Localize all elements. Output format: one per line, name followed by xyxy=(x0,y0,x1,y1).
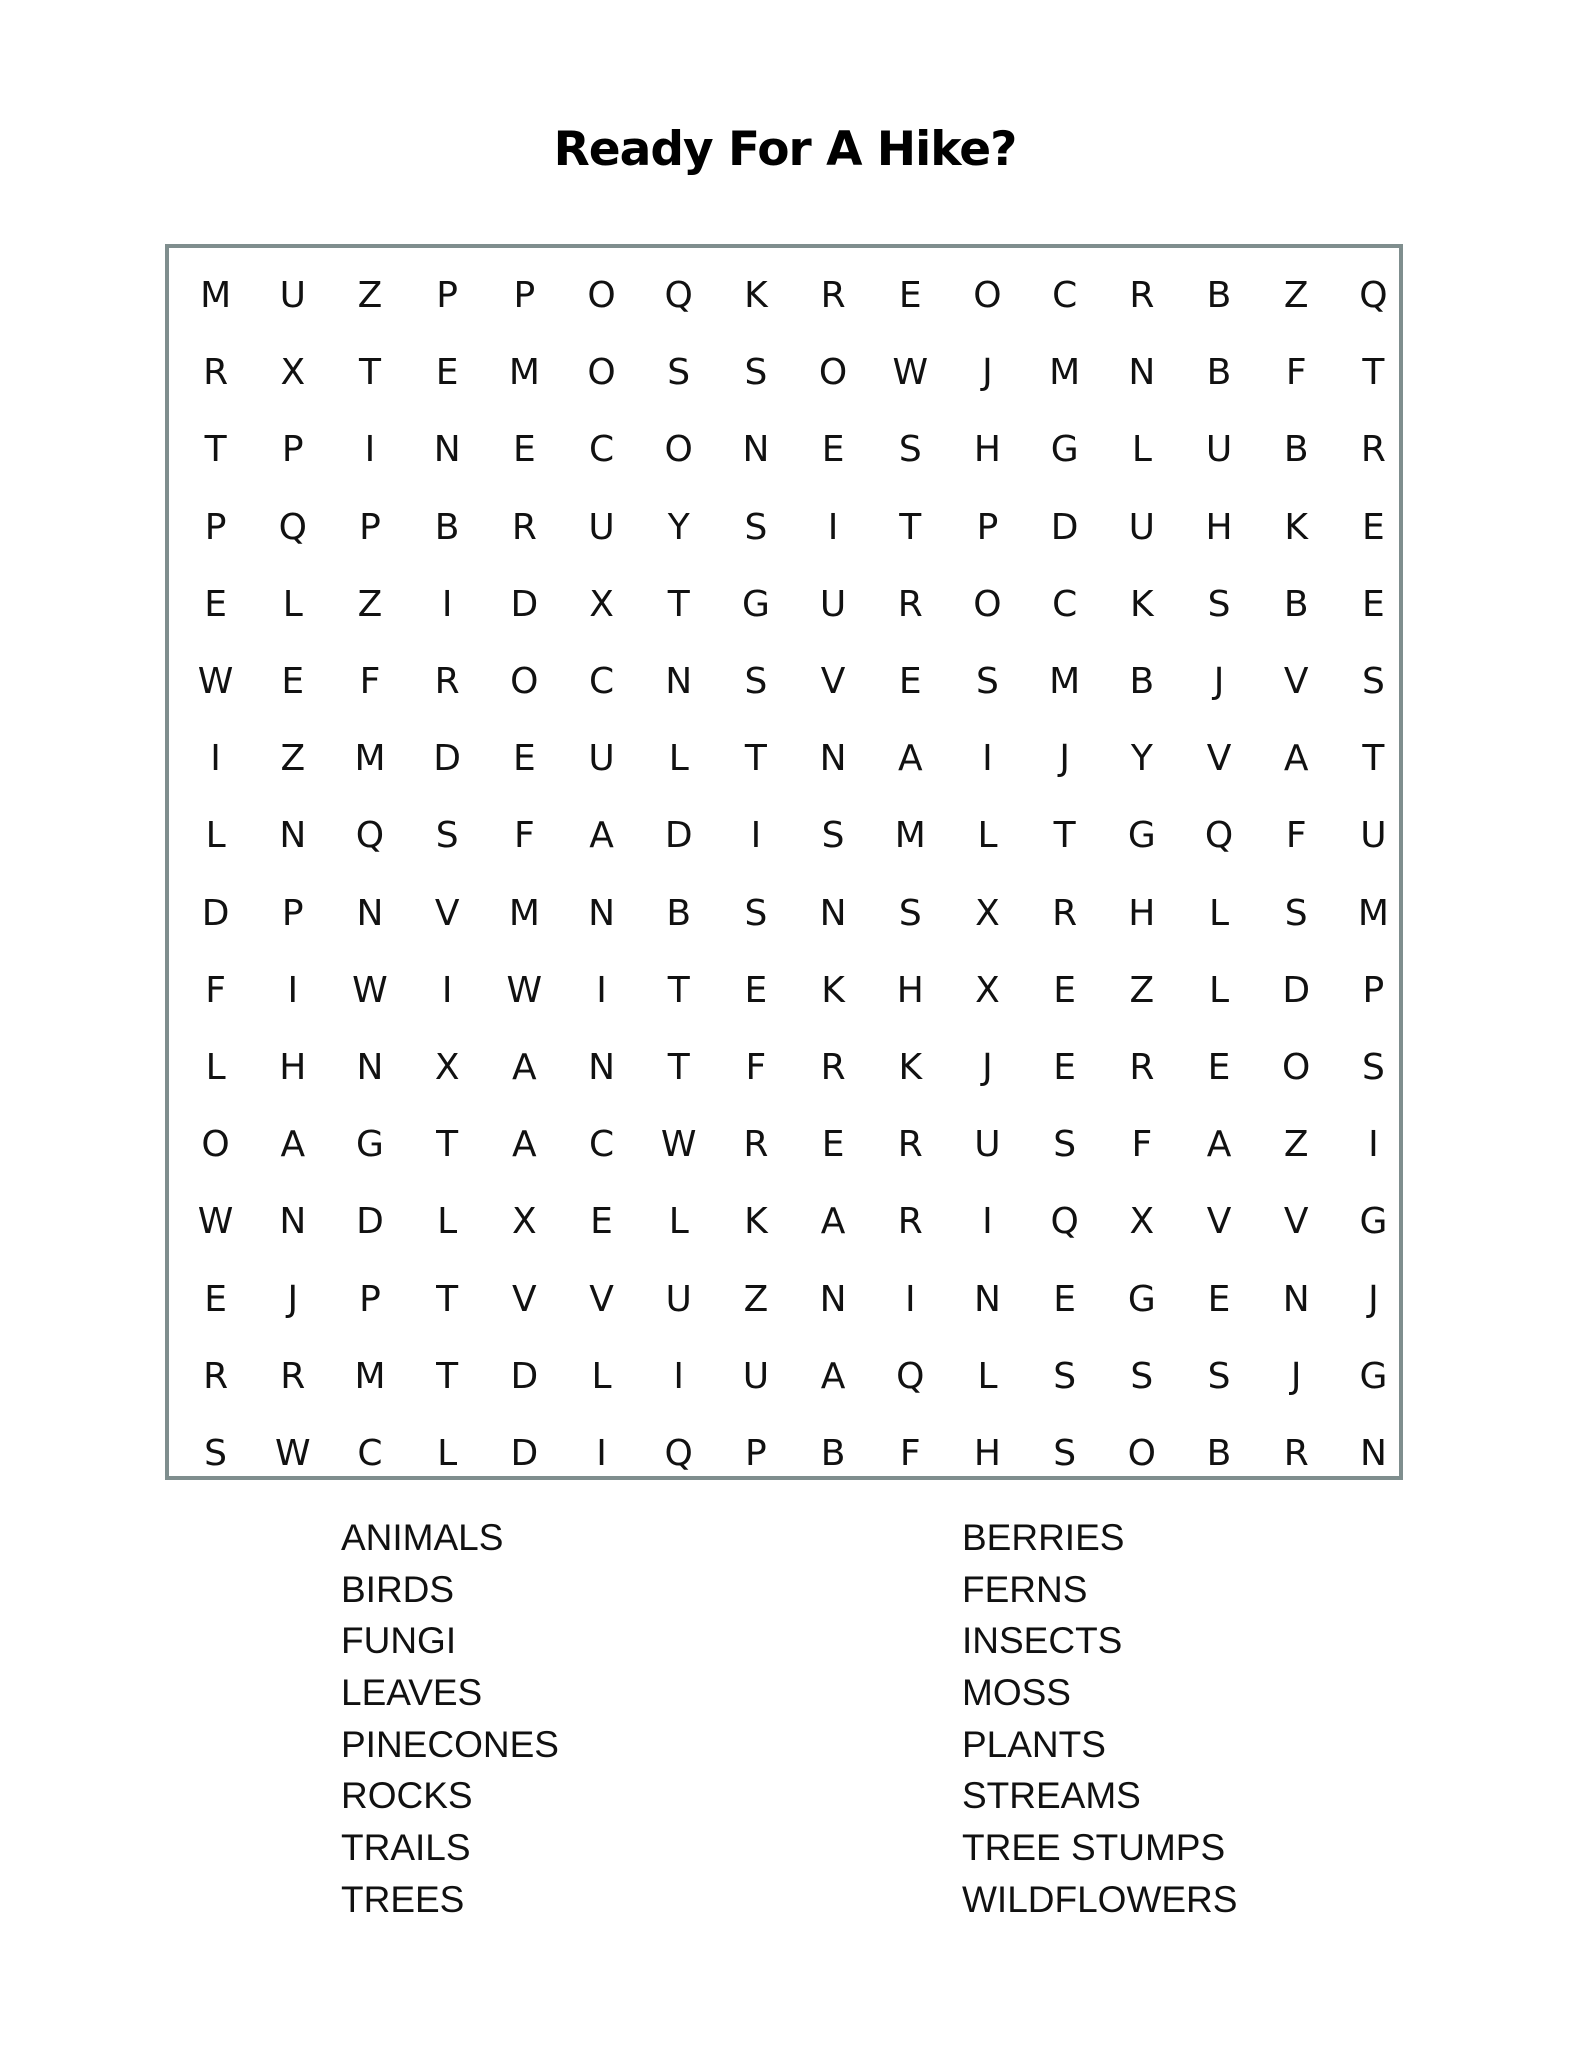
grid-letter[interactable]: T xyxy=(744,738,767,780)
grid-letter[interactable]: F xyxy=(359,661,381,703)
word-list-item: PINECONES xyxy=(341,1723,559,1765)
word-list-item: STREAMS xyxy=(962,1775,1141,1817)
grid-letter[interactable]: N xyxy=(1128,352,1156,394)
grid-letter[interactable]: V xyxy=(512,1278,537,1320)
grid-letter[interactable]: F xyxy=(745,1046,767,1088)
grid-letter[interactable]: A xyxy=(512,1124,537,1166)
grid-letter[interactable]: R xyxy=(743,1124,769,1166)
grid-letter[interactable]: S xyxy=(744,506,768,548)
grid-letter[interactable]: J xyxy=(1059,738,1070,780)
grid-letter[interactable]: B xyxy=(820,1432,846,1474)
word-list-item: TREE STUMPS xyxy=(962,1827,1226,1869)
grid-letter[interactable]: E xyxy=(512,429,536,471)
grid-letter[interactable]: L xyxy=(668,1201,689,1243)
grid-letter[interactable]: U xyxy=(588,738,615,780)
grid-letter[interactable]: V xyxy=(1283,1201,1309,1243)
grid-letter[interactable]: I xyxy=(596,1432,607,1474)
grid-letter[interactable]: N xyxy=(356,1046,384,1088)
grid-letter[interactable]: G xyxy=(1050,429,1079,471)
grid-letter[interactable]: P xyxy=(359,506,381,548)
grid-letter[interactable]: R xyxy=(511,506,537,548)
grid-letter[interactable]: T xyxy=(436,1278,459,1320)
grid-letter[interactable]: E xyxy=(1207,1278,1231,1320)
grid-letter[interactable]: F xyxy=(1131,1124,1153,1166)
word-list-item: FERNS xyxy=(962,1568,1088,1610)
grid-letter[interactable]: B xyxy=(1129,661,1155,703)
grid-letter[interactable]: I xyxy=(287,969,299,1011)
grid-letter[interactable]: R xyxy=(1283,1432,1309,1474)
grid-letter[interactable]: M xyxy=(508,352,540,394)
grid-letter[interactable]: D xyxy=(201,892,230,934)
grid-letter[interactable]: E xyxy=(1362,583,1385,625)
word-search-grid-frame xyxy=(165,244,1403,1480)
grid-letter[interactable]: L xyxy=(205,815,226,857)
grid-letter[interactable]: N xyxy=(819,892,847,934)
grid-letter[interactable]: E xyxy=(1362,506,1385,548)
grid-letter[interactable]: V xyxy=(1206,738,1232,780)
grid-letter[interactable]: K xyxy=(1130,583,1154,625)
grid-letter[interactable]: E xyxy=(1053,1046,1077,1088)
grid-letter[interactable]: O xyxy=(201,1124,230,1166)
grid-letter[interactable]: D xyxy=(356,1201,384,1243)
grid-letter[interactable]: N xyxy=(356,892,384,934)
grid-letter[interactable]: W xyxy=(197,1201,234,1243)
grid-letter[interactable]: L xyxy=(205,1046,226,1088)
grid-letter[interactable]: R xyxy=(203,352,229,394)
grid-letter[interactable]: S xyxy=(744,661,768,703)
grid-letter[interactable]: B xyxy=(1206,1432,1232,1474)
grid-letter[interactable]: G xyxy=(741,583,770,625)
grid-letter[interactable]: A xyxy=(820,1201,846,1243)
grid-letter[interactable]: A xyxy=(897,738,923,780)
grid-letter[interactable]: O xyxy=(664,429,693,471)
grid-letter[interactable]: P xyxy=(281,892,304,934)
grid-letter[interactable]: E xyxy=(1053,1278,1077,1320)
grid-letter[interactable]: O xyxy=(1127,1432,1157,1474)
word-list-item: LEAVES xyxy=(341,1672,483,1714)
grid-letter[interactable]: N xyxy=(742,429,770,471)
grid-letter[interactable]: M xyxy=(200,275,232,317)
grid-letter[interactable]: N xyxy=(433,429,461,471)
grid-letter[interactable]: Q xyxy=(896,1355,925,1397)
word-list-item: PLANTS xyxy=(962,1723,1106,1765)
grid-letter[interactable]: L xyxy=(1131,429,1152,471)
grid-letter[interactable]: G xyxy=(356,1124,384,1166)
grid-letter[interactable]: N xyxy=(588,892,615,934)
grid-letter[interactable]: C xyxy=(588,661,615,703)
grid-letter[interactable]: D xyxy=(1050,506,1079,548)
grid-letter[interactable]: H xyxy=(973,429,1001,471)
grid-letter[interactable]: Q xyxy=(1050,1201,1079,1243)
grid-letter[interactable]: D xyxy=(433,738,462,780)
grid-letter[interactable]: E xyxy=(1207,1046,1231,1088)
grid-letter[interactable]: B xyxy=(434,506,460,548)
word-list-item: ROCKS xyxy=(341,1775,473,1817)
grid-letter[interactable]: B xyxy=(1283,429,1309,471)
grid-letter[interactable]: R xyxy=(1360,429,1386,471)
grid-letter[interactable]: V xyxy=(820,661,846,703)
grid-letter[interactable]: M xyxy=(508,892,540,934)
grid-letter[interactable]: H xyxy=(279,1046,307,1088)
grid-letter[interactable]: S xyxy=(1207,1355,1231,1397)
grid-letter[interactable]: S xyxy=(898,429,922,471)
grid-letter[interactable]: X xyxy=(975,892,1000,934)
grid-letter[interactable]: L xyxy=(282,583,303,625)
grid-letter[interactable]: I xyxy=(673,1355,685,1397)
grid-letter[interactable]: T xyxy=(1362,738,1385,780)
grid-letter[interactable]: N xyxy=(819,738,847,780)
grid-letter[interactable]: H xyxy=(1128,892,1156,934)
grid-letter[interactable]: J xyxy=(1290,1355,1302,1397)
grid-letter[interactable]: U xyxy=(1128,506,1156,548)
word-list-item: BERRIES xyxy=(962,1517,1125,1558)
grid-letter[interactable]: M xyxy=(1049,661,1081,703)
grid-letter[interactable]: W xyxy=(197,661,234,703)
grid-letter[interactable]: V xyxy=(434,892,460,934)
grid-letter[interactable]: A xyxy=(1283,738,1309,780)
grid-letter[interactable]: M xyxy=(354,1355,386,1397)
grid-letter[interactable]: E xyxy=(1053,969,1077,1011)
grid-letter[interactable]: T xyxy=(358,352,381,394)
grid-letter[interactable]: A xyxy=(280,1124,306,1166)
grid-letter[interactable]: J xyxy=(1368,1278,1379,1320)
grid-letter[interactable]: P xyxy=(1362,969,1385,1011)
grid-letter[interactable]: D xyxy=(510,583,539,625)
grid-letter[interactable]: S xyxy=(667,352,691,394)
grid-letter[interactable]: T xyxy=(899,506,922,548)
word-list-item: WILDFLOWERS xyxy=(962,1878,1238,1920)
grid-letter[interactable]: J xyxy=(982,352,993,394)
grid-letter[interactable]: M xyxy=(354,738,386,780)
grid-letter[interactable]: J xyxy=(287,1278,299,1320)
grid-letter[interactable]: L xyxy=(668,738,689,780)
grid-letter[interactable]: T xyxy=(204,429,227,471)
grid-letter[interactable]: S xyxy=(1361,661,1385,703)
grid-letter[interactable]: G xyxy=(1359,1355,1388,1397)
grid-letter[interactable]: Q xyxy=(1359,275,1388,317)
grid-letter[interactable]: W xyxy=(274,1432,311,1474)
grid-letter[interactable]: F xyxy=(513,815,535,857)
grid-letter[interactable]: N xyxy=(1359,1432,1387,1474)
grid-letter[interactable]: M xyxy=(1357,892,1389,934)
grid-letter[interactable]: Q xyxy=(355,815,385,857)
grid-letter[interactable]: Z xyxy=(1283,275,1309,317)
grid-letter[interactable]: Y xyxy=(667,506,690,548)
grid-letter[interactable]: N xyxy=(279,815,307,857)
grid-letter[interactable]: F xyxy=(205,969,226,1011)
grid-letter[interactable]: F xyxy=(899,1432,921,1474)
grid-letter[interactable]: O xyxy=(818,352,848,394)
grid-letter[interactable]: S xyxy=(204,1432,228,1474)
grid-letter[interactable]: S xyxy=(1053,1355,1077,1397)
grid-letter[interactable]: P xyxy=(436,275,459,317)
grid-letter[interactable]: S xyxy=(1130,1355,1154,1397)
grid-letter[interactable]: H xyxy=(973,1432,1001,1474)
grid-letter[interactable]: X xyxy=(589,583,614,625)
grid-letter[interactable]: R xyxy=(897,583,923,625)
grid-letter[interactable]: U xyxy=(279,275,306,317)
grid-letter[interactable]: N xyxy=(588,1046,615,1088)
grid-letter[interactable]: Z xyxy=(280,738,306,780)
grid-letter[interactable]: E xyxy=(512,738,536,780)
grid-letter[interactable]: E xyxy=(204,1278,227,1320)
grid-letter[interactable]: F xyxy=(1285,815,1307,857)
grid-letter[interactable]: E xyxy=(821,1124,845,1166)
grid-letter[interactable]: Q xyxy=(278,506,307,548)
grid-letter[interactable]: A xyxy=(1206,1124,1232,1166)
grid-letter[interactable]: T xyxy=(436,1124,459,1166)
grid-letter[interactable]: S xyxy=(1284,892,1308,934)
grid-letter[interactable]: W xyxy=(506,969,543,1011)
grid-letter[interactable]: X xyxy=(1129,1201,1155,1243)
grid-letter[interactable]: G xyxy=(1127,1278,1156,1320)
grid-letter[interactable]: S xyxy=(1361,1046,1385,1088)
grid-letter[interactable]: I xyxy=(210,738,221,780)
grid-letter[interactable]: I xyxy=(982,738,993,780)
grid-letter[interactable]: I xyxy=(364,429,376,471)
grid-letter[interactable]: B xyxy=(1283,583,1309,625)
grid-letter[interactable]: R xyxy=(820,275,846,317)
grid-letter[interactable]: O xyxy=(587,352,616,394)
grid-letter[interactable]: E xyxy=(590,1201,613,1243)
grid-letter[interactable]: T xyxy=(436,1355,459,1397)
grid-letter[interactable]: M xyxy=(1049,352,1081,394)
word-list-left xyxy=(341,1512,559,1926)
grid-letter[interactable]: V xyxy=(1283,661,1309,703)
grid-letter[interactable]: A xyxy=(512,1046,537,1088)
grid-letter[interactable]: G xyxy=(1359,1201,1388,1243)
grid-letter[interactable]: Z xyxy=(357,583,383,625)
grid-letter[interactable]: L xyxy=(437,1201,458,1243)
grid-letter[interactable]: L xyxy=(977,815,998,857)
grid-letter[interactable]: R xyxy=(820,1046,846,1088)
grid-letter[interactable]: M xyxy=(894,815,926,857)
grid-letter[interactable]: D xyxy=(1282,969,1311,1011)
grid-letter[interactable]: U xyxy=(819,583,847,625)
grid-letter[interactable]: B xyxy=(666,892,692,934)
grid-letter[interactable]: S xyxy=(435,815,459,857)
word-list-item: INSECTS xyxy=(962,1620,1123,1662)
grid-letter[interactable]: P xyxy=(204,506,227,548)
grid-letter[interactable]: R xyxy=(203,1355,229,1397)
grid-letter[interactable]: U xyxy=(665,1278,692,1320)
word-list-item: ANIMALS xyxy=(341,1517,504,1558)
grid-letter[interactable]: N xyxy=(665,661,693,703)
grid-letter[interactable]: R xyxy=(897,1201,923,1243)
grid-letter[interactable]: Q xyxy=(664,275,693,317)
grid-letter[interactable]: T xyxy=(667,1046,690,1088)
grid-letter[interactable]: D xyxy=(510,1432,539,1474)
grid-letter[interactable]: S xyxy=(1053,1432,1077,1474)
grid-letter[interactable]: L xyxy=(1209,969,1230,1011)
grid-letter[interactable]: C xyxy=(357,1432,383,1474)
grid-letter[interactable]: L xyxy=(977,1355,998,1397)
grid-letter[interactable]: O xyxy=(587,275,616,317)
grid-letter[interactable]: A xyxy=(589,815,614,857)
grid-letter[interactable]: Z xyxy=(1283,1124,1309,1166)
grid-letter[interactable]: R xyxy=(897,1124,923,1166)
grid-letter[interactable]: T xyxy=(667,969,690,1011)
grid-letter[interactable]: I xyxy=(441,969,453,1011)
grid-letter[interactable]: V xyxy=(1206,1201,1232,1243)
grid-letter[interactable]: C xyxy=(1052,583,1078,625)
grid-letter[interactable]: N xyxy=(974,1278,1001,1320)
grid-letter[interactable]: H xyxy=(896,969,924,1011)
word-list-item: FUNGI xyxy=(341,1620,457,1662)
grid-letter[interactable]: Q xyxy=(664,1432,693,1474)
grid-letter[interactable]: S xyxy=(744,892,768,934)
grid-letter[interactable]: S xyxy=(898,892,922,934)
grid-letter[interactable]: H xyxy=(1205,506,1233,548)
grid-letter[interactable]: E xyxy=(204,583,227,625)
grid-letter[interactable]: N xyxy=(279,1201,307,1243)
grid-letter[interactable]: E xyxy=(821,429,845,471)
grid-letter[interactable]: X xyxy=(280,352,306,394)
grid-letter[interactable]: N xyxy=(819,1278,847,1320)
grid-letter[interactable]: X xyxy=(975,969,1000,1011)
grid-letter[interactable]: W xyxy=(352,969,388,1011)
grid-letter[interactable]: O xyxy=(510,661,539,703)
grid-letter[interactable]: C xyxy=(588,1124,615,1166)
grid-letter[interactable]: E xyxy=(744,969,768,1011)
grid-letter[interactable]: O xyxy=(973,275,1002,317)
grid-letter[interactable]: S xyxy=(1053,1124,1077,1166)
grid-letter[interactable]: I xyxy=(596,969,607,1011)
grid-letter[interactable]: S xyxy=(744,352,768,394)
grid-letter[interactable]: I xyxy=(827,506,839,548)
grid-letter[interactable]: I xyxy=(441,583,453,625)
grid-letter[interactable]: L xyxy=(437,1432,458,1474)
grid-letter[interactable]: S xyxy=(1207,583,1231,625)
grid-letter[interactable]: J xyxy=(1213,661,1225,703)
grid-letter[interactable]: L xyxy=(591,1355,612,1397)
grid-letter[interactable]: E xyxy=(898,275,922,317)
grid-letter[interactable]: Z xyxy=(743,1278,769,1320)
grid-letter[interactable]: B xyxy=(1206,352,1232,394)
grid-letter[interactable]: R xyxy=(434,661,460,703)
grid-letter[interactable]: R xyxy=(1129,275,1155,317)
grid-letter[interactable]: Q xyxy=(1204,815,1234,857)
grid-letter[interactable]: X xyxy=(512,1201,537,1243)
grid-letter[interactable]: P xyxy=(513,275,536,317)
grid-letter[interactable]: P xyxy=(745,1432,767,1474)
grid-letter[interactable]: G xyxy=(1127,815,1156,857)
word-list-item: TRAILS xyxy=(341,1827,471,1869)
grid-letter[interactable]: P xyxy=(976,506,999,548)
grid-letter[interactable]: E xyxy=(898,661,922,703)
grid-letter[interactable]: K xyxy=(744,1201,768,1243)
grid-letter[interactable]: P xyxy=(281,429,304,471)
grid-letter[interactable]: W xyxy=(660,1124,697,1166)
puzzle-title: Ready For A Hike? xyxy=(553,122,1017,177)
grid-letter[interactable]: I xyxy=(750,815,762,857)
grid-letter[interactable]: F xyxy=(1285,352,1307,394)
grid-letter[interactable]: V xyxy=(589,1278,614,1320)
grid-letter[interactable]: X xyxy=(434,1046,460,1088)
grid-letter[interactable]: T xyxy=(667,583,690,625)
grid-letter[interactable]: S xyxy=(821,815,845,857)
word-search-grid[interactable] xyxy=(177,257,1407,1482)
grid-letter[interactable]: N xyxy=(1282,1278,1310,1320)
grid-letter[interactable]: U xyxy=(974,1124,1001,1166)
grid-letter[interactable]: U xyxy=(1205,429,1233,471)
word-list-right xyxy=(962,1512,1237,1926)
grid-letter[interactable]: W xyxy=(892,352,929,394)
grid-letter[interactable]: I xyxy=(904,1278,916,1320)
grid-letter[interactable]: K xyxy=(744,275,768,317)
grid-letter[interactable]: A xyxy=(820,1355,846,1397)
grid-letter[interactable]: B xyxy=(1206,275,1232,317)
grid-letter[interactable]: C xyxy=(1052,275,1078,317)
grid-letter[interactable]: K xyxy=(898,1046,923,1088)
grid-letter[interactable]: E xyxy=(281,661,305,703)
grid-letter[interactable]: K xyxy=(821,969,845,1011)
grid-letter[interactable]: T xyxy=(1362,352,1385,394)
grid-letter[interactable]: U xyxy=(588,506,615,548)
grid-letter[interactable]: R xyxy=(1129,1046,1155,1088)
grid-letter[interactable]: S xyxy=(976,661,999,703)
grid-letter[interactable]: C xyxy=(588,429,615,471)
grid-letter[interactable]: P xyxy=(359,1278,381,1320)
grid-letter[interactable]: I xyxy=(982,1201,993,1243)
grid-letter[interactable]: E xyxy=(435,352,459,394)
grid-letter[interactable]: Z xyxy=(357,275,383,317)
grid-letter[interactable]: L xyxy=(1209,892,1230,934)
word-list-item: BIRDS xyxy=(341,1568,455,1610)
grid-letter[interactable]: Z xyxy=(1129,969,1155,1011)
grid-letter[interactable]: Y xyxy=(1130,738,1153,780)
grid-letter[interactable]: D xyxy=(510,1355,539,1397)
grid-letter[interactable]: R xyxy=(280,1355,306,1397)
word-list-item: MOSS xyxy=(962,1672,1071,1714)
grid-letter[interactable]: R xyxy=(1052,892,1078,934)
grid-letter[interactable]: K xyxy=(1284,506,1309,548)
grid-letter[interactable]: T xyxy=(1053,815,1076,857)
grid-letter[interactable]: U xyxy=(742,1355,770,1397)
grid-letter[interactable]: J xyxy=(982,1046,993,1088)
grid-letter[interactable]: U xyxy=(1360,815,1387,857)
grid-letter[interactable]: D xyxy=(664,815,693,857)
grid-letter[interactable]: O xyxy=(1282,1046,1311,1088)
grid-letter[interactable]: I xyxy=(1368,1124,1379,1166)
grid-letter[interactable]: O xyxy=(973,583,1002,625)
word-list-item: TREES xyxy=(341,1878,465,1920)
